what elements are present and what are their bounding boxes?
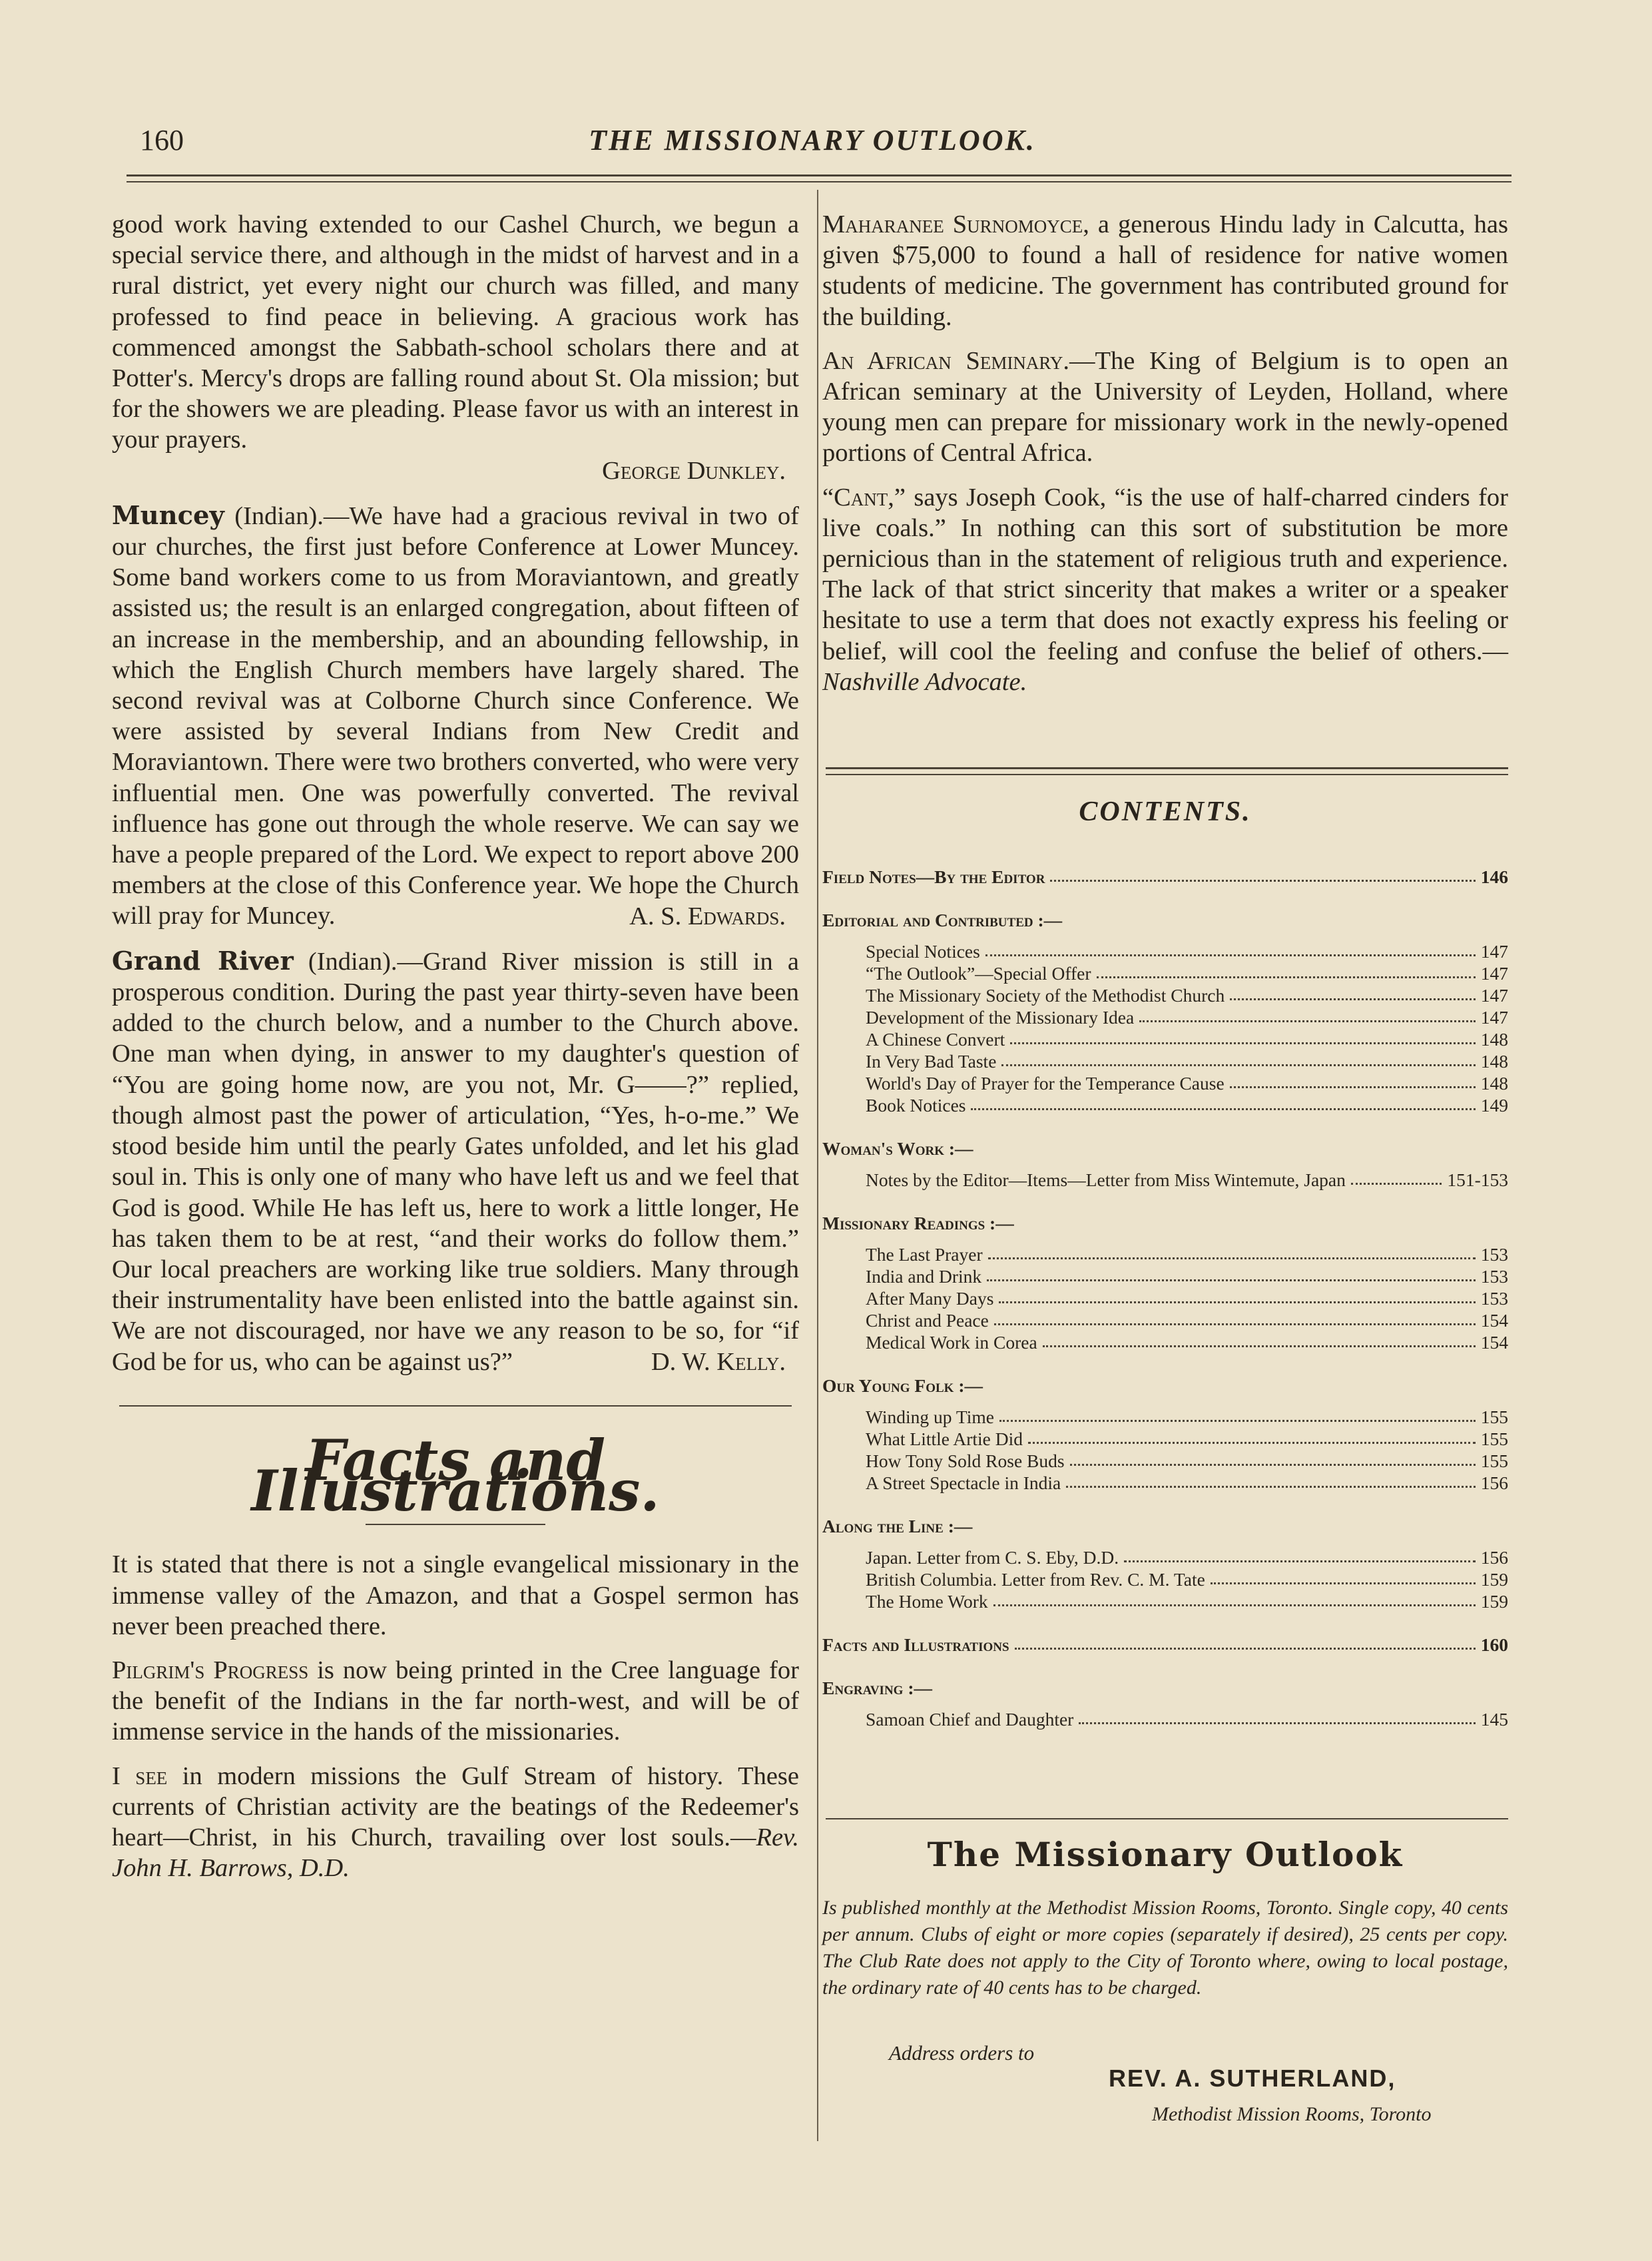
cant-citation: Nashville Advocate. — [822, 667, 1027, 696]
toc-label: India and Drink — [866, 1266, 982, 1287]
toc-item — [822, 1472, 1508, 1494]
pilgrims-body: is now being printed in the Cree language for the benefit of the Indians in the far north-west, and will be of immense service in the hands of the missionaries. — [112, 1656, 799, 1746]
table-of-contents — [822, 866, 1508, 1730]
toc-field-notes — [822, 866, 1508, 888]
toc-page: 156 — [1480, 1547, 1508, 1568]
gulfstream-body: in modern missions the Gulf Stream of history. These currents of Christian activity are the beatings of the Redeemer's heart—Christ, in his Church, travailing over lost souls.— — [112, 1762, 799, 1851]
toc-page: 155 — [1480, 1451, 1508, 1471]
toc-item — [822, 1406, 1508, 1428]
toc-leader — [1097, 962, 1476, 978]
page-number: 160 — [140, 124, 184, 157]
toc-label: What Little Artie Did — [866, 1429, 1023, 1449]
facts-gulfstream-paragraph — [112, 1761, 799, 1884]
toc-item — [822, 1568, 1508, 1590]
toc-label: After Many Days — [866, 1288, 994, 1309]
maharanee-paragraph — [822, 209, 1508, 332]
toc-item — [822, 1094, 1508, 1116]
toc-item — [822, 1331, 1508, 1353]
maharanee-body: a generous Hindu lady in Calcutta, has given $75,000 to found a hall of residence for native women students of medicine. The government has contributed ground for the building. — [822, 210, 1508, 331]
toc-leader — [1001, 1050, 1475, 1066]
cashel-paragraph: good work having extended to our Cashel Church, we begun a special service there, and although in the midst of harvest and in a rural district, yet every night our church was filled, and many professed to find peace in believing. A gracious work has commenced amongst the Sabbath-school scholars there and at Potter's. Mercy's drops are falling round about St. Ola mission; but for the showers we are pleading. Please favor us with an interest in your prayers. — [112, 210, 799, 454]
toc-womans-heading: Woman's Work :— — [822, 1138, 973, 1159]
toc-label: Medical Work in Corea — [866, 1332, 1037, 1353]
toc-page: 156 — [1480, 1472, 1508, 1493]
toc-label: How Tony Sold Rose Buds — [866, 1451, 1065, 1471]
facts-section-title: Facts and Illustrations. — [251, 1427, 660, 1524]
toc-leader — [1079, 1708, 1475, 1724]
toc-readings-list — [822, 1243, 1508, 1353]
toc-item — [822, 984, 1508, 1006]
signature-edwards: A. S. Edwards. — [629, 902, 786, 930]
muncey-body: (Indian).—We have had a gracious revival in two of our churches, the first just before Conference at Lower Muncey. Some band workers come to us from Moraviantown, and greatly assisted us; the result is an enlarged congregation, about fifteen of an increase in the membership, and an abounding fellowship, in which the English Church members have largely shared. The second revival was at Colborne Church since Conference. We were assisted by several Indians from New Credit and Moraviantown. There were two brothers converted, who were very influential men. One was powerfully converted. The revival influence has gone out through the whole reserve. We can say we have a people prepared of the Lord. We expect to report above 200 members at the close of this Conference year. We hope the Church will pray for Muncey. — [112, 501, 799, 930]
toc-label: A Street Spectacle in India — [866, 1472, 1061, 1493]
toc-leader — [1230, 1072, 1476, 1088]
grand-river-paragraph — [112, 946, 799, 1377]
toc-leader — [1028, 1428, 1476, 1444]
toc-label: Special Notices — [866, 941, 980, 962]
toc-along-list — [822, 1546, 1508, 1612]
toc-page: 154 — [1480, 1310, 1508, 1331]
toc-item — [822, 1590, 1508, 1612]
toc-readings-heading: Missionary Readings :— — [822, 1213, 1014, 1233]
toc-item — [822, 1006, 1508, 1028]
address-name: REV. A. SUTHERLAND, — [1109, 2065, 1396, 2092]
facts-pilgrims-paragraph — [112, 1655, 799, 1748]
toc-page: 148 — [1480, 1029, 1508, 1050]
toc-label: Christ and Peace — [866, 1310, 989, 1331]
gulfstream-citation: Rev. John H. Barrows, D.D. — [112, 1823, 799, 1883]
toc-page: 153 — [1480, 1266, 1508, 1287]
right-column — [822, 209, 1508, 711]
grand-river-heading: Grand River — [112, 946, 294, 976]
toc-page: 147 — [1480, 1007, 1508, 1028]
toc-along-heading: Along the Line :— — [822, 1516, 973, 1536]
toc-page: 147 — [1480, 985, 1508, 1006]
toc-label: “The Outlook”—Special Offer — [866, 963, 1091, 984]
column-divider — [817, 190, 818, 2141]
toc-page: 148 — [1480, 1051, 1508, 1072]
toc-facts — [822, 1634, 1508, 1656]
toc-leader — [985, 940, 1476, 956]
toc-leader — [988, 1243, 1476, 1259]
toc-page: 153 — [1480, 1288, 1508, 1309]
toc-editorial-list — [822, 940, 1508, 1116]
toc-item — [822, 1265, 1508, 1287]
toc-label: World's Day of Prayer for the Temperance Cause — [866, 1073, 1225, 1094]
toc-leader — [1351, 1169, 1442, 1185]
muncey-paragraph — [112, 501, 799, 932]
header-rule-bottom — [127, 181, 1512, 182]
toc-page: 155 — [1480, 1429, 1508, 1449]
toc-label: Japan. Letter from C. S. Eby, D.D. — [866, 1547, 1119, 1568]
toc-page: 159 — [1480, 1569, 1508, 1590]
contents-rule-top — [826, 767, 1508, 769]
toc-item — [822, 1428, 1508, 1450]
facts-amazon-paragraph: It is stated that there is not a single evangelical missionary in the immense valley of the Amazon, and that a Gospel sermon has never been preached there. — [112, 1550, 799, 1640]
maharanee-lead: Maharanee Surnomoyce, — [822, 210, 1089, 238]
toc-label: Development of the Missionary Idea — [866, 1007, 1135, 1028]
toc-label: Winding up Time — [866, 1407, 994, 1427]
toc-leader — [971, 1094, 1475, 1110]
toc-label: Field Notes—By the Editor — [822, 866, 1045, 887]
gulfstream-lead: I see — [112, 1762, 168, 1790]
toc-item — [822, 940, 1508, 962]
toc-item — [822, 1546, 1508, 1568]
toc-leader — [1070, 1450, 1476, 1466]
toc-label: The Last Prayer — [866, 1244, 983, 1265]
toc-leader — [1139, 1006, 1476, 1022]
muncey-heading: Muncey — [112, 500, 224, 531]
toc-label: A Chinese Convert — [866, 1029, 1005, 1050]
address-location: Methodist Mission Rooms, Toronto — [1152, 2103, 1432, 2125]
left-column — [112, 209, 799, 1897]
toc-leader — [999, 1287, 1475, 1303]
toc-page: 151-153 — [1447, 1169, 1508, 1190]
toc-page: 155 — [1480, 1407, 1508, 1427]
toc-leader — [987, 1265, 1476, 1281]
toc-engraving-heading: Engraving :— — [822, 1678, 932, 1698]
toc-page: 159 — [1480, 1591, 1508, 1612]
toc-leader — [1050, 866, 1475, 882]
toc-editorial-heading: Editorial and Contributed :— — [822, 910, 1063, 930]
grand-river-body: (Indian).—Grand River mission is still in a prosperous condition. During the past year thirty-seven have been added to the church below, and a number to the Church above. One man when dying, in answer to my daughter's question of “You are going home now, are you not, Mr. G——?” replied, though almost past the power of articulation, “Yes, h-o-me.” We stood beside him until the pearly Gates unfolded, and let his glad soul in. This is only one of many who have left us and we feel that God is good. While He has left us, here to work a little longer, He has taken them to be at rest, “and their works do follow them.” Our local preachers are working like true soldiers. Many through their instrumentality have been enlisted into the battle against sin. We are not discouraged, nor have we any reason to be so, for “if God be for us, who can be against us?” — [112, 947, 799, 1376]
facts-section-rule — [119, 1405, 792, 1407]
toc-young-heading: Our Young Folk :— — [822, 1375, 983, 1396]
signature-dunkley: George Dunkley. — [602, 456, 786, 485]
toc-label: Book Notices — [866, 1095, 966, 1116]
toc-page: 146 — [1480, 866, 1508, 887]
contents-rule-bottom — [826, 774, 1508, 775]
toc-item — [822, 1309, 1508, 1331]
toc-leader — [1124, 1546, 1476, 1562]
toc-item — [822, 1028, 1508, 1050]
toc-item — [822, 1050, 1508, 1072]
address-label: Address orders to — [889, 2041, 1035, 2065]
toc-leader — [1015, 1634, 1476, 1650]
toc-page: 145 — [1480, 1709, 1508, 1730]
toc-label: Samoan Chief and Daughter — [866, 1709, 1074, 1730]
toc-page: 153 — [1480, 1244, 1508, 1265]
toc-page: 147 — [1480, 941, 1508, 962]
toc-label: The Home Work — [866, 1591, 988, 1612]
toc-leader — [999, 1406, 1476, 1422]
toc-item — [822, 1287, 1508, 1309]
toc-label: The Missionary Society of the Methodist Church — [866, 985, 1225, 1006]
toc-page: 149 — [1480, 1095, 1508, 1116]
african-seminary-body: —The King of Belgium is to open an African seminary at the University of Leyden, Holland, where young men can prepare for missionary work in the newly-opened portions of Central Africa. — [822, 346, 1508, 468]
toc-label: Facts and Illustrations — [822, 1634, 1009, 1655]
toc-item — [822, 1072, 1508, 1094]
toc-item — [822, 1169, 1508, 1191]
toc-leader — [1066, 1472, 1476, 1488]
african-seminary-paragraph — [822, 346, 1508, 469]
masthead-text: Is published monthly at the Methodist Mission Rooms, Toronto. Single copy, 40 cents per annum. Clubs of eight or more copies (separately if desired), 25 cents per copy. The Club Rate does not apply to the City of Toronto where, owing to local postage, the ordinary rate of 40 cents has to be charged. — [822, 1897, 1508, 1999]
pilgrims-lead: Pilgrim's Progress — [112, 1656, 309, 1684]
toc-item — [822, 1708, 1508, 1730]
toc-item — [822, 1243, 1508, 1265]
toc-young-list — [822, 1406, 1508, 1494]
toc-page: 154 — [1480, 1332, 1508, 1353]
toc-item — [822, 962, 1508, 984]
toc-label: In Very Bad Taste — [866, 1051, 997, 1072]
toc-page: 147 — [1480, 963, 1508, 984]
contents-title: CONTENTS. — [1079, 797, 1252, 827]
signature-kelly: D. W. Kelly. — [651, 1347, 786, 1376]
page-header — [107, 123, 1518, 163]
toc-page: 148 — [1480, 1073, 1508, 1094]
toc-label: Notes by the Editor—Items—Letter from Miss Wintemute, Japan — [866, 1169, 1346, 1190]
toc-item — [822, 1450, 1508, 1472]
masthead-title: The Missionary Outlook — [927, 1835, 1404, 1874]
cant-paragraph — [822, 482, 1508, 697]
toc-leader — [1230, 984, 1476, 1000]
toc-leader — [1010, 1028, 1475, 1044]
toc-leader — [994, 1309, 1476, 1325]
cant-lead: “Cant,” — [822, 483, 906, 511]
facts-title-underline — [366, 1524, 545, 1525]
toc-page: 160 — [1480, 1634, 1508, 1655]
running-title: THE MISSIONARY OUTLOOK. — [589, 124, 1036, 157]
toc-label: British Columbia. Letter from Rev. C. M. Tate — [866, 1569, 1205, 1590]
masthead-rule — [826, 1818, 1508, 1819]
cant-body: says Joseph Cook, “is the use of half-charred cinders for live coals.” In nothing can this sort of substitution be more pernicious than in the statement of religious truth and experience. The lack of that strict sincerity that makes a writer or a speaker hesitate to use a term that does not exactly express his feeling or belief, will cool the feeling and confuse the belief of others.— — [822, 483, 1508, 665]
toc-leader — [993, 1590, 1476, 1606]
african-seminary-lead: An African Seminary. — [822, 346, 1070, 375]
toc-leader — [1211, 1568, 1476, 1584]
header-rule-top — [127, 174, 1512, 176]
toc-leader — [1043, 1331, 1476, 1347]
